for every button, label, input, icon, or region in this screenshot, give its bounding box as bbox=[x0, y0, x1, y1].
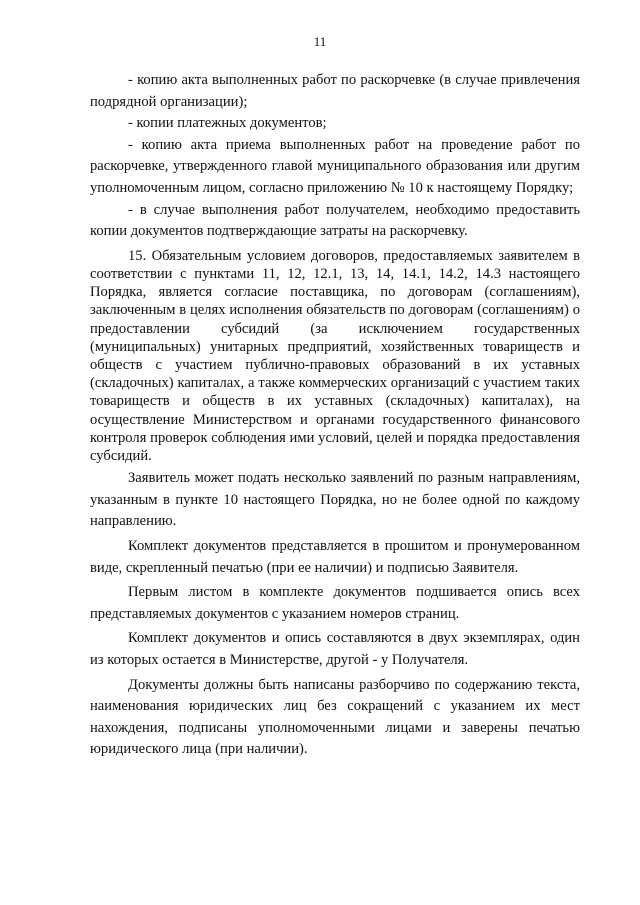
paragraph-recipient-works: - в случае выполнения работ получателем, необходимо предоставить копии документов подтверждающие затраты на раскорчевку. bbox=[90, 201, 580, 240]
paragraph-inventory: Первым листом в комплекте документов подшивается опись всех представляемых документов с указанием номеров страниц. bbox=[90, 584, 580, 622]
paragraph-two-copies: Комплект документов и опись составляются в двух экземплярах, один из которых остается в Министерстве, другой - у Получателя. bbox=[90, 630, 580, 668]
paragraph-several-applications: Заявитель может подать несколько заявлений по разным направлениям, указанным в пункте 10 настоящего Порядка, но не более одной по каждому направлению. bbox=[90, 470, 580, 530]
paragraph-item-15: 15. Обязательным условием договоров, предоставляемых заявителем в соответствии с пунктами 11, 12, 12.1, 13, 14, 14.1, 14.2, 14.3 настоящего Порядка, является согласие поставщика, по договорам (соглашениям), заключенным в целях исполнения обязательств по договорам (соглашениям) о предоставлении субсидий (за исключением государственных (муниципальных) унитарных предприятий, хозяйственных товариществ и обществ с участием публично-правовых образований в их уставных (складочных) капиталах, а также коммерческих организаций с участием таких товариществ и обществ в их уставных (складочных) капиталах), на осуществление Министерством и органами государственного финансового контроля проверок соблюдения ими условий, целей и порядка предоставления субсидий. bbox=[90, 247, 580, 464]
page-number: 11 bbox=[313, 34, 327, 49]
paragraph-document-set: Комплект документов представляется в прошитом и пронумерованном виде, скрепленный печатью (при ее наличии) и подписью Заявителя. bbox=[90, 537, 580, 576]
document-body bbox=[90, 70, 580, 761]
paragraph-acceptance-act: - копию акта приема выполненных работ на проведение работ по раскорчевке, утвержденного главой муниципального образования или другим уполномоченным лицом, согласно приложению № 10 к настоящему Порядку; bbox=[90, 136, 580, 196]
paragraph-act-of-works: - копию акта выполненных работ по раскорчевке (в случае привлечения подрядной организации); bbox=[90, 72, 580, 110]
paragraph-payment-docs: - копии платежных документов; bbox=[128, 115, 327, 132]
paragraph-legibility: Документы должны быть написаны разборчиво по содержанию текста, наименования юридических лиц без сокращений с указанием их мест нахождения, подписаны уполномоченными лицами и заверены печатью юридического лица (при наличии). bbox=[90, 676, 580, 758]
